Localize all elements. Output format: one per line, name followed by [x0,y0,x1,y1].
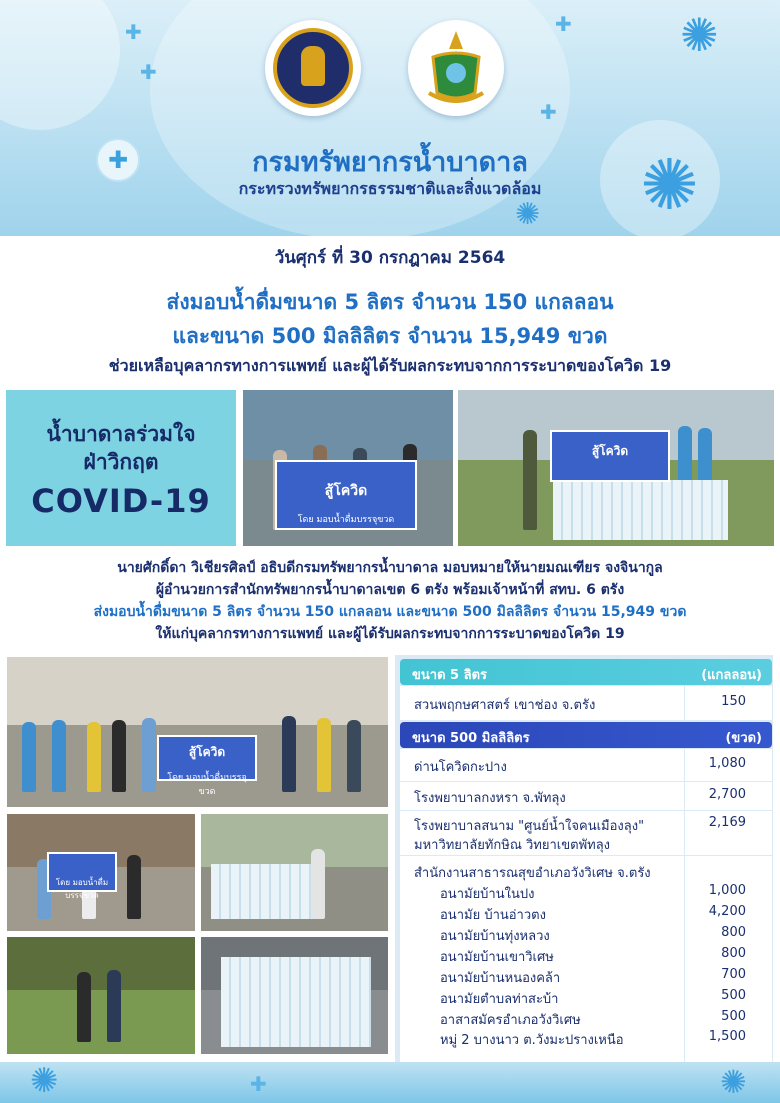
table-header-unit: (แกลลอน) [701,668,762,683]
table-header-label: ขนาด 5 ลิตร [412,668,488,683]
sign-subtext: โดย มอบน้ำดื่มบรรจุขวด [55,878,109,900]
quantity-value: 1,080 [708,756,746,771]
quantity-value: 4,200 [708,904,746,919]
recipient-name: อนามัยบ้านทุ่งหลวง [440,929,550,944]
table-header-unit: (ขวด) [725,731,762,746]
recipient-name: สวนพฤกษศาสตร์ เขาช่อง จ.ตรัง [414,698,596,713]
quantity-value: 500 [721,1009,746,1024]
quantity-value: 800 [721,925,746,940]
header-banner [0,0,780,236]
recipient-name: อนามัยตำบลท่าสะบ้า [440,992,559,1007]
banner-covid-title: COVID-19 [31,482,211,520]
sign-text: สู้โควิด [591,444,629,458]
virus-icon: ✺ [680,8,719,62]
virus-icon: ✺ [640,144,699,226]
sign-subtext: โดย มอบน้ำดื่มบรรจุขวด [167,773,247,797]
photo-bottles-2 [201,937,388,1054]
medical-plus-icon: ✚ [96,138,140,182]
ministry-subtitle: กระทรวงทรัพยากรธรรมชาติและสิ่งแวดล้อม [238,179,542,198]
recipient-name: อนามัยบ้านหนองคล้า [440,971,561,986]
virus-icon: ✺ [720,1063,747,1101]
quantity-value: 150 [721,694,746,709]
table-header-5-liter [400,659,772,685]
footer-strip [0,1062,780,1103]
quantity-value: 700 [721,967,746,982]
recipient-name: โรงพยาบาลสนาม "ศูนย์น้ำใจคนเมืองลุง" [414,819,645,834]
banner-line-1: น้ำบาดาลร่วมใจ [46,422,196,446]
quantity-value: 500 [721,988,746,1003]
description-line-1: นายศักดิ์ดา วิเชียรศิลป์ อธิบดีกรมทรัพยากรน้ำบาดาล มอบหมายให้นายมณเฑียร จงจินากูล [117,560,663,576]
photo-group-1 [7,657,388,807]
ministry-logo [408,20,504,116]
photo-handover-1 [243,390,453,546]
recipient-name-line-2: มหาวิทยาลัยทักษิณ วิทยาเขตพัทลุง [414,838,611,853]
plus-icon: ✚ [540,100,557,124]
quantity-value: 800 [721,946,746,961]
virus-icon: ✺ [515,197,541,232]
recipient-name: อนามัย บ้านอ่าวตง [440,908,546,923]
recipient-name: โรงพยาบาลกงหรา จ.พัทลุง [414,791,566,806]
sign-text: สู้โควิด [324,483,368,499]
group-title: สำนักงานสาธารณสุขอำเภอวังวิเศษ จ.ตรัง [414,866,651,881]
banner-line-2: ฝ่าวิกฤต [83,450,159,474]
covid-campaign-banner [6,390,236,546]
department-title: กรมทรัพยากรน้ำบาดาล [252,147,528,178]
quantity-value: 2,700 [708,787,746,802]
headline-line-1: ส่งมอบน้ำดื่มขนาด 5 ลิตร จำนวน 150 แกลลอน [166,290,614,314]
table-header-label: ขนาด 500 มิลลิลิตร [412,731,530,746]
plus-icon: ✚ [125,20,142,44]
event-date: วันศุกร์ ที่ 30 กรกฎาคม 2564 [274,248,506,268]
recipient-name: อาสาสมัครอำเภอวังวิเศษ [440,1013,581,1028]
decor-bubble [0,0,120,130]
quantity-value: 1,500 [708,1029,746,1044]
headline-line-3: ช่วยเหลือบุคลากรทางการแพทย์ และผู้ได้รับผลกระทบจากการระบาดของโควิด 19 [108,356,672,375]
photo-handover-3 [7,814,195,931]
description-line-4: ให้แก่บุคลากรทางการแพทย์ และผู้ได้รับผลกระทบจากการระบาดของโควิด 19 [155,626,625,642]
description-line-3: ส่งมอบน้ำดื่มขนาด 5 ลิตร จำนวน 150 แกลลอน และขนาด 500 มิลลิลิตร จำนวน 15,949 ขวด [93,604,687,620]
headline-line-2: และขนาด 500 มิลลิลิตร จำนวน 15,949 ขวด [172,324,608,348]
recipient-name: หมู่ 2 บางนาว ต.วังมะปรางเหนือ [440,1033,624,1048]
photo-handover-4 [7,937,195,1054]
virus-icon: ✺ [30,1061,59,1101]
sign-subtext: โดย มอบน้ำดื่มบรรจุขวด [297,515,395,525]
quantity-value: 1,000 [708,883,746,898]
table-header-500-ml [400,722,772,748]
recipient-name: อนามัยบ้านเขาวิเศษ [440,950,554,965]
plus-icon: ✚ [555,12,572,36]
sign-text: สู้โควิด [188,745,226,759]
plus-icon: ✚ [140,60,157,84]
photo-handover-2 [458,390,774,546]
description-line-2: ผู้อำนวยการสำนักทรัพยากรน้ำบาดาลเขต 6 ตรัง พร้อมเจ้าหน้าที่ สทบ. 6 ตรัง [155,582,625,598]
recipient-name: อนามัยบ้านในปง [440,887,535,902]
recipient-name: ด่านโควิดกะปาง [414,760,507,775]
groundwater-department-logo [265,20,361,116]
quantity-value: 2,169 [708,815,746,830]
plus-icon: ✚ [250,1072,267,1096]
photo-bottles-1 [201,814,388,931]
